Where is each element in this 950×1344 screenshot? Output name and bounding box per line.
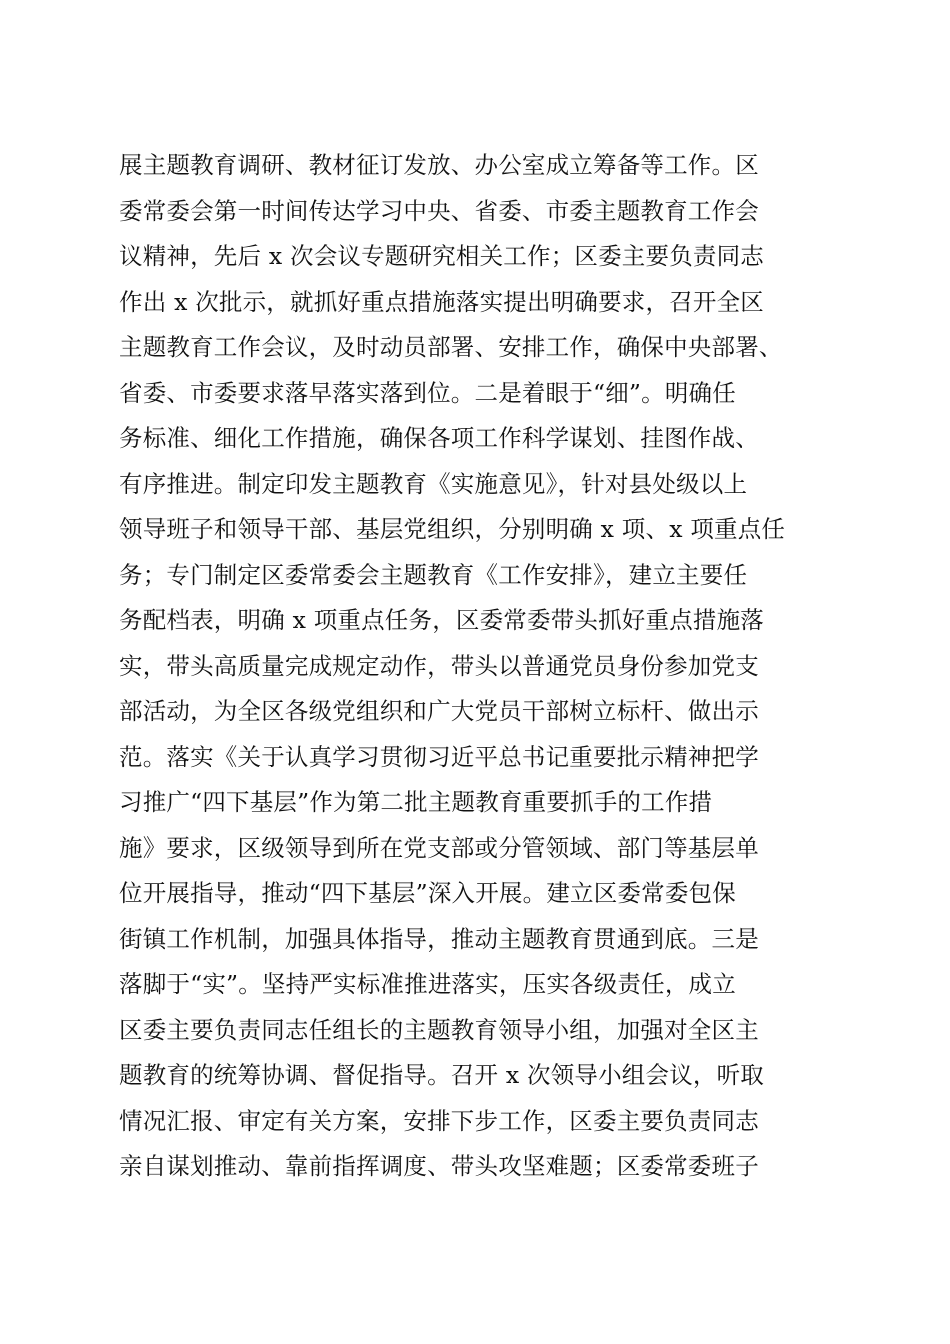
text-line: 实，带头高质量完成规定动作，带头以普通党员身份参加党支 xyxy=(119,651,759,680)
text-line: 部活动，为全区各级党组织和广大党员干部树立标杆、做出示 xyxy=(119,697,759,725)
text-line: 务标准、细化工作措施，确保各项工作科学谋划、挂图作战、 xyxy=(119,424,759,452)
text-line: 范。落实《关于认真学习贯彻习近平总书记重要批示精神把学 xyxy=(119,742,759,771)
text-line: 委常委会第一时间传达学习中央、省委、市委主题教育工作会 xyxy=(119,196,759,225)
text-line: 情况汇报、审定有关方案，安排下步工作，区委主要负责同志 xyxy=(119,1106,759,1135)
text-line: 亲自谋划推动、靠前指挥调度、带头攻坚难题；区委常委班子 xyxy=(119,1152,759,1180)
text-line: 施》要求，区级领导到所在党支部或分管领域、部门等基层单 xyxy=(119,833,759,862)
body-paragraph xyxy=(119,143,859,1190)
text-line: 务；专门制定区委常委会主题教育《工作安排》，建立主要任 xyxy=(119,560,748,589)
text-line: 区委主要负责同志任组长的主题教育领导小组，加强对全区主 xyxy=(119,1015,759,1044)
text-line: 题教育的统筹协调、督促指导。召开 x 次领导小组会议，听取 xyxy=(119,1061,764,1089)
text-line: 有序推进。制定印发主题教育《实施意见》，针对县处级以上 xyxy=(119,469,748,498)
text-line: 位开展指导，推动“四下基层”深入开展。建立区委常委包保 xyxy=(119,879,736,907)
text-line: 议精神，先后 x 次会议专题研究相关工作；区委主要负责同志 xyxy=(119,242,764,270)
text-line: 领导班子和领导干部、基层党组织，分别明确 x 项、x 项重点任 xyxy=(119,515,786,543)
text-line: 务配档表，明确 x 项重点任务，区委常委带头抓好重点措施落 xyxy=(119,606,764,634)
text-line: 街镇工作机制，加强具体指导，推动主题教育贯通到底。三是 xyxy=(119,924,759,953)
text-line: 省委、市委要求落早落实落到位。二是着眼于“细”。明确任 xyxy=(119,378,736,407)
text-line: 主题教育工作会议，及时动员部署、安排工作，确保中央部署、 xyxy=(119,333,783,361)
text-line: 习推广“四下基层”作为第二批主题教育重要抓手的工作措 xyxy=(119,788,713,816)
text-line: 作出 x 次批示，就抓好重点措施落实提出明确要求，召开全区 xyxy=(119,287,764,316)
text-line: 展主题教育调研、教材征订发放、办公室成立筹备等工作。区 xyxy=(119,151,759,179)
text-line: 落脚于“实”。坚持严实标准推进落实，压实各级责任，成立 xyxy=(119,970,736,998)
